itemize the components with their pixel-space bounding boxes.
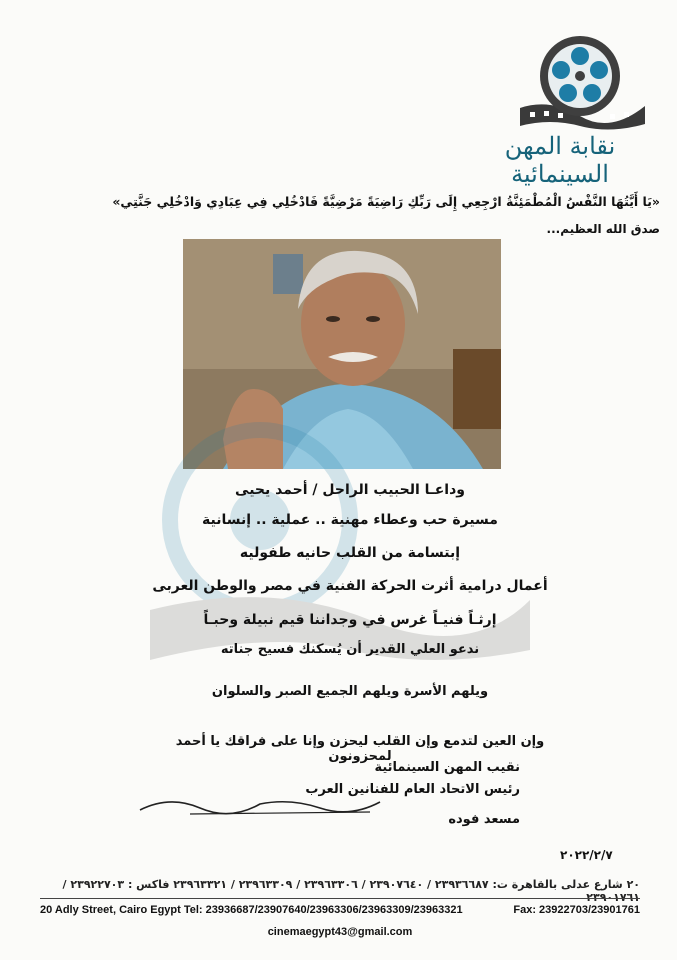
footer-email: cinemaegypt43@gmail.com [267, 926, 413, 938]
tribute-line-6: ويلهم الأسرة ويلهم الجميع الصبر والسلوان [211, 684, 489, 699]
tribute-line-3: أعمال درامية أثرت الحركة الفنية في مصر والوطن العربى [152, 578, 548, 594]
tribute-line-4: إرثـاً فنيـاً غرس في وجداننا قيم نبيلة وحبـاً [203, 612, 497, 628]
tribute-line-1: مسيرة حب وعطاء مهنية .. عملية .. إنسانية [202, 512, 498, 528]
signatory-title-2: رئيس الاتحاد العام للفنانين العرب [305, 782, 520, 797]
signatory-name: مسعد فوده [448, 812, 520, 827]
tribute-line-5: ندعو العلي القدير أن يُسكنك فسيح جناته [220, 642, 480, 657]
footer-fax: Fax: 23922703/23901761 [513, 904, 640, 916]
footer-divider [40, 898, 640, 899]
footer-address-tel: 20 Adly Street, Cairo Egypt Tel: 23936687/23907640/23963306/23963309/23963321 [40, 904, 463, 916]
footer-address-arabic: ٢٠ شارع عدلى بالقاهرة ت: ٢٣٩٣٦٦٨٧ / ٢٣٩٠٧٦٤٠ / ٢٣٩٦٣٣٠٦ / ٢٣٩٦٣٣٠٩ / ٢٣٩٦٣٣٢١ فاكس : ٢٣٩٢٢٧٠٣ / ٢٣٩٠١٧٦١ [62, 878, 640, 904]
quran-verse: «يَا أَيَّتُهَا النَّفْسُ الْمُطْمَئِنَّةُ ارْجِعِي إِلَى رَبِّكِ رَاضِيَةً مَرْضِيَّةً فَادْخُلِي فِي عِبَادِي وَادْخُلِي جَنَّتِي» [112, 194, 660, 209]
film-reel-logo-icon [510, 28, 650, 138]
tribute-line-7: وإن العين لتدمع وإن القلب ليحزن وإنا على فراقك يا أحمد لمحزونون [175, 734, 545, 764]
verse-ending: صدق الله العظيم... [546, 222, 660, 236]
tribute-line-2: إبتسامة من القلب حانيه طفوليه [239, 545, 461, 561]
farewell-title: وداعـا الحبيب الراحل / أحمد يحيى [235, 482, 465, 498]
signatory-title-1: نقيب المهن السينمائية [374, 760, 520, 775]
document-date: ٢٠٢٢/٢/٧ [560, 848, 613, 862]
footer-address-english [40, 904, 640, 916]
org-logo-name: نقابة المهن السينمائية [504, 132, 616, 188]
